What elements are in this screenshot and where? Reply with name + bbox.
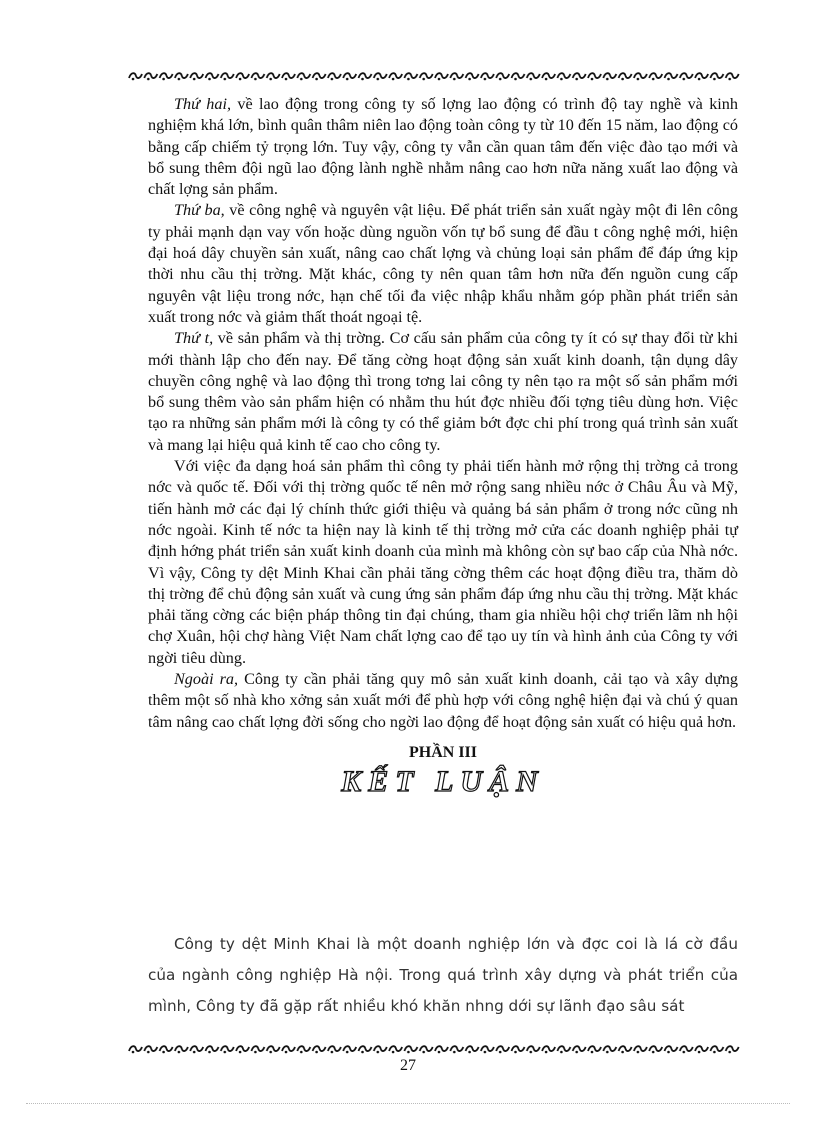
document-body bbox=[148, 94, 738, 800]
page-bottom-dotted-rule bbox=[26, 1103, 790, 1104]
paragraph-text: về công nghệ và nguyên vật liệu. Để phát triển sản xuất ngày một đi lên công ty phải mạnh dạn vay vốn hoặc dùng nguồn vốn tự bổ sung để đầu t công nghệ mới, hiện đại hoá dây chuyền sản xuất, nâng cao chất lợng và chủng loại sản phẩm để đáp ứng kịp thời nhu cầu thị trờng. Mặt khác, công ty nên quan tâm hơn nữa đến nguồn cung cấp nguyên vật liệu trong nớc, hạn chế tối đa việc nhập khẩu nhằm góp phần phát triển sản xuất trong nớc và giảm thất thoát ngoại tệ. bbox=[148, 201, 738, 326]
paragraph-thu-hai bbox=[148, 94, 738, 200]
ornament-pattern-icon bbox=[128, 70, 740, 82]
paragraph-text: về lao động trong công ty số lợng lao động có trình độ tay nghề và kinh nghiệm khá lớn, bình quân thâm niên lao động toàn công ty từ 10 đến 15 năm, lao động có bằng cấp chiếm tỷ trọng lớn. Tuy vậy, công ty vẫn cần quan tâm đến việc đào tạo mới và bổ sung thêm đội ngũ lao động lành nghề nhằm nâng cao hơn nữa năng xuất lao động và chất lợng sản phẩm. bbox=[148, 95, 738, 199]
paragraph-thu-tu bbox=[148, 328, 738, 456]
paragraph-da-dang-hoa bbox=[148, 456, 738, 669]
top-ornament-border bbox=[128, 70, 740, 82]
conclusion-title: KẾT LUẬN bbox=[341, 764, 545, 798]
paragraph-lead: Ngoài ra, bbox=[174, 670, 239, 689]
conclusion-paragraph: Công ty dệt Minh Khai là một doanh nghiệp lớn và đợc coi là lá cờ đầu của ngành công nghiệp Hà nội. Trong quá trình xây dựng và phát triển của mình, Công ty đã gặp rất nhiều khó khăn nhng dới sự lãnh đạo sâu sát bbox=[148, 935, 738, 1015]
paragraph-ngoai-ra bbox=[148, 669, 738, 733]
paragraph-lead: Thứ hai, bbox=[174, 95, 232, 113]
ornament-pattern-icon bbox=[128, 1043, 740, 1055]
paragraph-text: về sản phẩm và thị trờng. Cơ cấu sản phẩm của công ty ít có sự thay đổi từ khi mới thành lập cho đến nay. Để tăng cờng hoạt động sản xuất kinh doanh, tận dụng dây chuyền công nghệ và lao động thì trong tơng lai công ty nên tạo ra một số sản phẩm mới bổ sung thêm vào sản phẩm hiện có nhằm thu hút đợc nhiều đối tợng tiêu dùng hơn. Việc tạo ra những sản phẩm mới là công ty có thể giảm bớt đợc chi phí trong quá trình sản xuất và mang lại hiệu quả kinh tế cao cho công ty. bbox=[148, 329, 738, 454]
bottom-ornament-border bbox=[128, 1043, 740, 1055]
paragraph-lead: Thứ t, bbox=[174, 329, 214, 348]
part-heading: PHẦN III bbox=[408, 743, 477, 761]
paragraph-text: Công ty cần phải tăng quy mô sản xuất kinh doanh, cải tạo và xây dựng thêm một số nhà kho xởng sản xuất mới để phù hợp với công nghệ hiện đại và chú ý quan tâm nâng cao chất lợng đời sống cho ngời lao động để hoạt động sản xuất có hiệu quả hơn. bbox=[148, 670, 738, 731]
page-number: 27 bbox=[400, 1057, 416, 1074]
paragraph-thu-ba bbox=[148, 200, 738, 328]
paragraph-lead: Thứ ba, bbox=[174, 201, 225, 220]
paragraph-text: Với việc đa dạng hoá sản phẩm thì công ty phải tiến hành mở rộng thị trờng cả trong nớc và quốc tế. Đối với thị trờng quốc tế nên mở rộng sang nhiều nớc ở Châu Âu và Mỹ, tiến hành mở các đại lý chính thức giới thiệu và quảng bá sản phẩm ở trong nớc cũng nh nớc ngoài. Kinh tế nớc ta hiện nay là kinh tế thị trờng mở cửa các doanh nghiệp phải tự định hớng phát triển sản xuất kinh doanh của mình mà không còn sự bao cấp của Nhà nớc. Vì vậy, Công ty dệt Minh Khai cần phải tăng cờng thêm các hoạt động điều tra, thăm dò thị trờng để chủ động sản xuất và cung ứng sản phẩm đáp ứng nhu cầu thị trờng. Mặt khác phải tăng cờng các biện pháp thông tin đại chúng, tham gia nhiều hội chợ triển lãm nh hội chợ Xuân, hội chợ hàng Việt Nam chất lợng cao để tạo uy tín và hình ảnh của Công ty với ngời tiêu dùng. bbox=[148, 457, 738, 667]
